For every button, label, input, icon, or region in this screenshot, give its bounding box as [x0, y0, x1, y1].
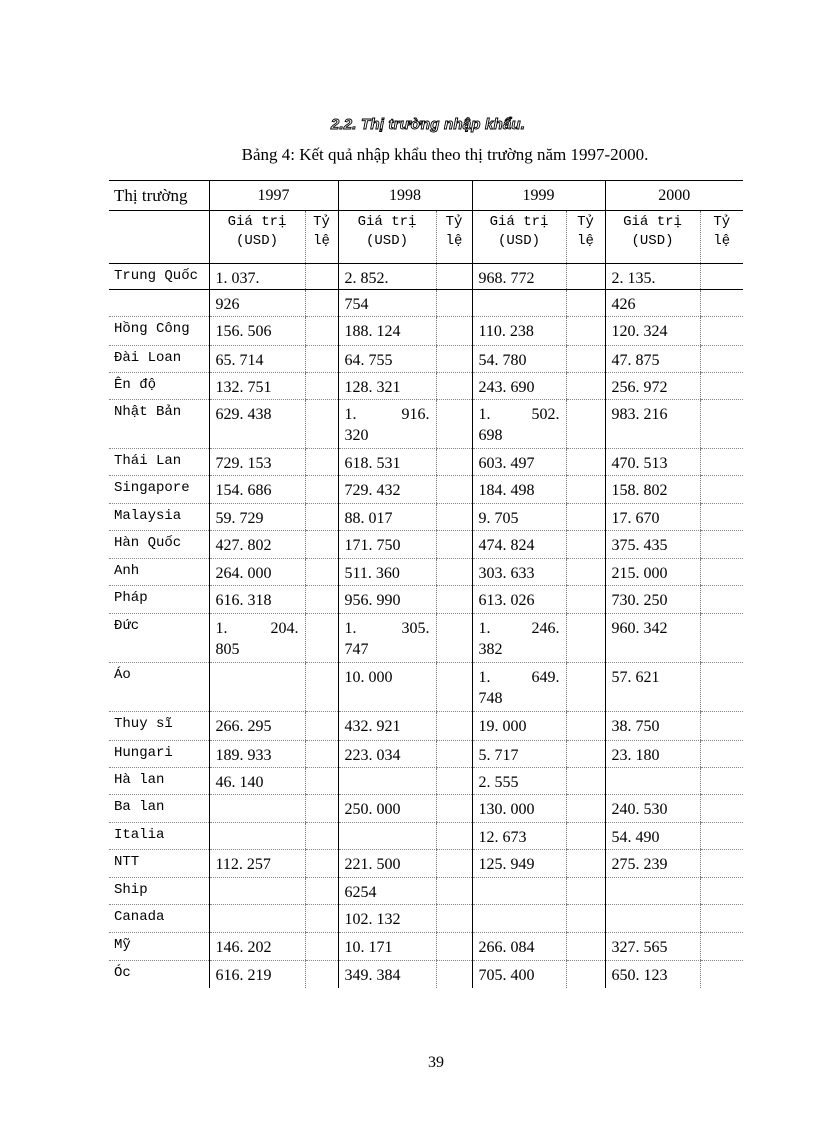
ratio-cell	[305, 768, 338, 795]
value-cell: 629. 438	[209, 400, 305, 449]
value-cell: 12. 673	[472, 823, 566, 850]
ratio-cell	[566, 933, 605, 961]
value-cell: 256. 972	[605, 373, 700, 400]
value-cell: 132. 751	[209, 373, 305, 400]
value-cell: 650. 123	[605, 961, 700, 988]
value-cell	[472, 614, 566, 663]
value-cell: 2. 852.	[338, 264, 436, 290]
ratio-cell	[436, 741, 472, 768]
ratio-cell	[566, 264, 605, 290]
ratio-header-line2: lệ	[713, 233, 731, 249]
table-row	[109, 400, 743, 449]
ratio-header-line2: lệ	[577, 233, 594, 249]
ratio-cell	[700, 663, 743, 712]
table-row	[109, 933, 743, 961]
page-number: 39	[428, 1054, 444, 1071]
value-cell: 754	[338, 290, 436, 317]
ratio-cell	[436, 878, 472, 905]
value-cell-text: 1. 502. 698	[478, 406, 560, 444]
ratio-cell	[305, 373, 338, 400]
ratio-cell	[436, 850, 472, 878]
value-cell: 474. 824	[472, 531, 566, 559]
value-cell-text: 1. 305. 747	[344, 620, 430, 658]
ratio-cell	[436, 317, 472, 346]
ratio-cell	[566, 823, 605, 850]
value-cell: 47. 875	[605, 346, 700, 373]
value-cell	[472, 905, 566, 933]
value-usd-header	[472, 211, 566, 264]
ratio-cell	[566, 741, 605, 768]
ratio-header-line2: lệ	[445, 233, 463, 249]
value-header-line1: Giá trị	[357, 214, 417, 230]
ratio-header-line1: Tỷ	[713, 214, 731, 230]
value-cell	[209, 795, 305, 823]
ratio-cell	[436, 712, 472, 741]
table-row	[109, 741, 743, 768]
value-cell: 983. 216	[605, 400, 700, 449]
ratio-cell	[700, 373, 743, 400]
value-cell: 616. 318	[209, 586, 305, 614]
ratio-cell	[700, 264, 743, 290]
ratio-cell	[305, 933, 338, 961]
market-name: Trung Quốc	[109, 264, 209, 290]
ratio-cell	[436, 531, 472, 559]
value-cell: 146. 202	[209, 933, 305, 961]
ratio-cell	[436, 559, 472, 586]
value-cell: 968. 772	[472, 264, 566, 290]
value-cell: 1. 037.	[209, 264, 305, 290]
ratio-cell	[566, 586, 605, 614]
value-cell	[209, 823, 305, 850]
value-usd-header	[605, 211, 700, 264]
value-cell: 250. 000	[338, 795, 436, 823]
ratio-cell	[305, 400, 338, 449]
ratio-cell	[566, 768, 605, 795]
import-market-table	[109, 180, 743, 988]
value-cell: 54. 490	[605, 823, 700, 850]
table-caption: Bảng 4: Kết quả nhập khẩu theo thị trường năm 1997-2000.	[241, 145, 649, 164]
value-cell: 65. 714	[209, 346, 305, 373]
ratio-cell	[700, 878, 743, 905]
value-cell: 158. 802	[605, 476, 700, 504]
table-row	[109, 373, 743, 400]
ratio-cell	[700, 741, 743, 768]
table-row	[109, 712, 743, 741]
ratio-cell	[566, 614, 605, 663]
table-row	[109, 663, 743, 712]
ratio-header	[566, 211, 605, 264]
ratio-cell	[436, 933, 472, 961]
value-cell: 221. 500	[338, 850, 436, 878]
value-cell: 327. 565	[605, 933, 700, 961]
value-cell: 266. 084	[472, 933, 566, 961]
ratio-cell	[566, 317, 605, 346]
ratio-cell	[436, 476, 472, 504]
ratio-cell	[700, 905, 743, 933]
value-cell: 188. 124	[338, 317, 436, 346]
ratio-cell	[436, 768, 472, 795]
value-cell: 130. 000	[472, 795, 566, 823]
value-header-line2: (USD)	[497, 233, 540, 249]
ratio-cell	[305, 823, 338, 850]
value-cell	[472, 663, 566, 712]
ratio-cell	[436, 795, 472, 823]
ratio-cell	[700, 586, 743, 614]
ratio-cell	[305, 850, 338, 878]
ratio-cell	[700, 504, 743, 531]
market-name: Mỹ	[109, 933, 209, 961]
ratio-cell	[436, 504, 472, 531]
value-cell: 603. 497	[472, 449, 566, 476]
year-header: 1998	[338, 181, 472, 211]
ratio-cell	[566, 663, 605, 712]
market-name: Anh	[109, 559, 209, 586]
value-cell: 154. 686	[209, 476, 305, 504]
value-cell: 125. 949	[472, 850, 566, 878]
value-usd-header	[338, 211, 436, 264]
ratio-header-line1: Tỷ	[313, 214, 330, 230]
value-cell: 426	[605, 290, 700, 317]
market-name: Singapore	[109, 476, 209, 504]
value-cell-text: 1. 649. 748	[478, 669, 560, 707]
value-cell: 375. 435	[605, 531, 700, 559]
ratio-cell	[566, 346, 605, 373]
ratio-cell	[305, 449, 338, 476]
ratio-cell	[566, 400, 605, 449]
ratio-header	[305, 211, 338, 264]
ratio-cell	[700, 850, 743, 878]
ratio-cell	[700, 823, 743, 850]
table-row	[109, 346, 743, 373]
ratio-cell	[566, 559, 605, 586]
market-name: Ship	[109, 878, 209, 905]
market-name: Đức	[109, 614, 209, 663]
value-cell: 349. 384	[338, 961, 436, 988]
value-cell: 2. 555	[472, 768, 566, 795]
table-row	[109, 905, 743, 933]
market-name: Hồng Công	[109, 317, 209, 346]
table-row	[109, 768, 743, 795]
value-cell: 926	[209, 290, 305, 317]
ratio-cell	[305, 317, 338, 346]
value-cell	[472, 878, 566, 905]
value-cell: 110. 238	[472, 317, 566, 346]
ratio-cell	[700, 712, 743, 741]
ratio-cell	[566, 449, 605, 476]
ratio-cell	[436, 905, 472, 933]
value-cell: 956. 990	[338, 586, 436, 614]
value-cell	[209, 663, 305, 712]
ratio-cell	[700, 614, 743, 663]
ratio-cell	[700, 559, 743, 586]
value-cell: 88. 017	[338, 504, 436, 531]
ratio-cell	[305, 663, 338, 712]
ratio-cell	[700, 933, 743, 961]
value-cell-text: 1. 916. 320	[344, 406, 430, 444]
ratio-cell	[305, 712, 338, 741]
ratio-cell	[305, 504, 338, 531]
value-header-line1: Giá trị	[227, 214, 287, 230]
market-name: Thuy sĩ	[109, 712, 209, 741]
value-cell: 2. 135.	[605, 264, 700, 290]
year-header: 2000	[605, 181, 743, 211]
value-cell: 432. 921	[338, 712, 436, 741]
ratio-cell	[436, 449, 472, 476]
value-cell: 19. 000	[472, 712, 566, 741]
ratio-cell	[700, 531, 743, 559]
value-cell: 266. 295	[209, 712, 305, 741]
ratio-header	[700, 211, 743, 264]
ratio-cell	[305, 961, 338, 988]
value-cell	[605, 878, 700, 905]
value-cell: 616. 219	[209, 961, 305, 988]
value-cell: 23. 180	[605, 741, 700, 768]
market-name: Hà lan	[109, 768, 209, 795]
value-cell: 960. 342	[605, 614, 700, 663]
ratio-cell	[700, 768, 743, 795]
ratio-cell	[566, 290, 605, 317]
value-cell: 46. 140	[209, 768, 305, 795]
market-name: Ên độ	[109, 373, 209, 400]
ratio-cell	[305, 531, 338, 559]
ratio-cell	[436, 823, 472, 850]
ratio-cell	[566, 961, 605, 988]
value-cell	[472, 290, 566, 317]
ratio-header-line1: Tỷ	[445, 214, 463, 230]
ratio-cell	[700, 476, 743, 504]
ratio-cell	[566, 905, 605, 933]
ratio-cell	[566, 878, 605, 905]
section-title: 2.2. Thị trường nhập khẩu.	[330, 116, 526, 133]
value-cell	[605, 905, 700, 933]
market-name	[109, 290, 209, 317]
ratio-cell	[566, 795, 605, 823]
ratio-cell	[436, 586, 472, 614]
value-cell	[209, 878, 305, 905]
value-cell: 184. 498	[472, 476, 566, 504]
value-cell-text: 1. 204. 805	[215, 620, 299, 658]
market-name: Hàn Quốc	[109, 531, 209, 559]
value-cell: 102. 132	[338, 905, 436, 933]
value-cell: 427. 802	[209, 531, 305, 559]
table-row	[109, 586, 743, 614]
value-cell	[209, 614, 305, 663]
market-name: Óc	[114, 965, 131, 981]
table-row	[109, 878, 743, 905]
value-cell: 470. 513	[605, 449, 700, 476]
value-cell: 223. 034	[338, 741, 436, 768]
ratio-cell	[566, 850, 605, 878]
value-cell: 17. 670	[605, 504, 700, 531]
value-cell: 618. 531	[338, 449, 436, 476]
value-cell: 38. 750	[605, 712, 700, 741]
value-cell: 54. 780	[472, 346, 566, 373]
ratio-cell	[305, 878, 338, 905]
ratio-cell	[436, 614, 472, 663]
ratio-cell	[436, 346, 472, 373]
value-cell: 730. 250	[605, 586, 700, 614]
value-cell: 613. 026	[472, 586, 566, 614]
ratio-cell	[700, 290, 743, 317]
table-row	[109, 614, 743, 663]
market-name: Pháp	[109, 586, 209, 614]
ratio-cell	[305, 614, 338, 663]
ratio-cell	[436, 961, 472, 988]
year-header: 1999	[472, 181, 605, 211]
market-name: Hungari	[109, 741, 209, 768]
table-row	[109, 317, 743, 346]
market-header: Thị trường	[109, 181, 209, 211]
value-cell: 729. 153	[209, 449, 305, 476]
value-cell: 59. 729	[209, 504, 305, 531]
market-name: NTT	[109, 850, 209, 878]
value-cell	[209, 905, 305, 933]
value-header-line1: Giá trị	[623, 214, 682, 230]
value-usd-header	[209, 211, 305, 264]
market-name: Malaysia	[109, 504, 209, 531]
value-cell	[338, 614, 436, 663]
value-cell: 705. 400	[472, 961, 566, 988]
ratio-cell	[436, 400, 472, 449]
year-header: 1997	[209, 181, 338, 211]
sub-header-row	[109, 211, 743, 264]
ratio-cell	[566, 373, 605, 400]
value-cell: 10. 000	[338, 663, 436, 712]
ratio-cell	[305, 346, 338, 373]
ratio-cell	[305, 264, 338, 290]
table-row	[109, 559, 743, 586]
ratio-header	[436, 211, 472, 264]
value-cell: 128. 321	[338, 373, 436, 400]
value-cell: 215. 000	[605, 559, 700, 586]
ratio-cell	[566, 476, 605, 504]
market-name: Canada	[109, 905, 209, 933]
market-name: Thái Lan	[109, 449, 209, 476]
ratio-cell	[700, 400, 743, 449]
ratio-cell	[305, 559, 338, 586]
ratio-cell	[700, 346, 743, 373]
market-name: Ba lan	[109, 795, 209, 823]
value-cell	[338, 400, 436, 449]
value-header-line2: (USD)	[365, 233, 408, 249]
value-cell-text: 1. 246. 382	[478, 620, 560, 658]
ratio-cell	[700, 449, 743, 476]
value-header-line1: Giá trị	[489, 214, 549, 230]
table-row	[109, 264, 743, 290]
value-cell	[605, 768, 700, 795]
table-row	[109, 961, 743, 988]
table-row	[109, 504, 743, 531]
ratio-cell	[566, 531, 605, 559]
value-cell	[338, 768, 436, 795]
value-cell: 112. 257	[209, 850, 305, 878]
ratio-cell	[305, 290, 338, 317]
ratio-cell	[305, 795, 338, 823]
table-row	[109, 531, 743, 559]
table-row	[109, 476, 743, 504]
value-cell: 6254	[338, 878, 436, 905]
ratio-cell	[566, 712, 605, 741]
ratio-cell	[436, 290, 472, 317]
year-header-row	[109, 181, 743, 211]
value-cell: 64. 755	[338, 346, 436, 373]
table-row	[109, 290, 743, 317]
value-cell: 729. 432	[338, 476, 436, 504]
value-cell	[472, 400, 566, 449]
ratio-cell	[700, 317, 743, 346]
ratio-cell	[700, 795, 743, 823]
value-cell: 275. 239	[605, 850, 700, 878]
table-row	[109, 795, 743, 823]
ratio-header-line1: Tỷ	[577, 214, 594, 230]
ratio-cell	[305, 741, 338, 768]
ratio-cell	[436, 373, 472, 400]
value-header-line2: (USD)	[235, 233, 278, 249]
empty-header-cell	[109, 211, 209, 264]
value-cell	[338, 823, 436, 850]
value-cell: 10. 171	[338, 933, 436, 961]
value-cell: 57. 621	[605, 663, 700, 712]
value-cell: 189. 933	[209, 741, 305, 768]
value-cell: 243. 690	[472, 373, 566, 400]
value-cell: 303. 633	[472, 559, 566, 586]
table-row	[109, 850, 743, 878]
ratio-cell	[700, 961, 743, 988]
value-cell: 240. 530	[605, 795, 700, 823]
value-cell: 511. 360	[338, 559, 436, 586]
value-cell: 156. 506	[209, 317, 305, 346]
market-name: Italia	[109, 823, 209, 850]
ratio-header-line2: lệ	[313, 233, 330, 249]
value-cell: 5. 717	[472, 741, 566, 768]
ratio-cell	[566, 504, 605, 531]
table-row	[109, 823, 743, 850]
market-name: Áo	[109, 663, 209, 712]
value-cell: 9. 705	[472, 504, 566, 531]
value-cell: 171. 750	[338, 531, 436, 559]
market-name: Đài Loan	[109, 346, 209, 373]
table-row	[109, 449, 743, 476]
ratio-cell	[436, 264, 472, 290]
value-cell: 264. 000	[209, 559, 305, 586]
value-cell: 120. 324	[605, 317, 700, 346]
market-name: Nhật Bản	[109, 400, 209, 449]
ratio-cell	[305, 586, 338, 614]
value-header-line2: (USD)	[631, 233, 674, 249]
ratio-cell	[436, 663, 472, 712]
ratio-cell	[305, 476, 338, 504]
ratio-cell	[305, 905, 338, 933]
